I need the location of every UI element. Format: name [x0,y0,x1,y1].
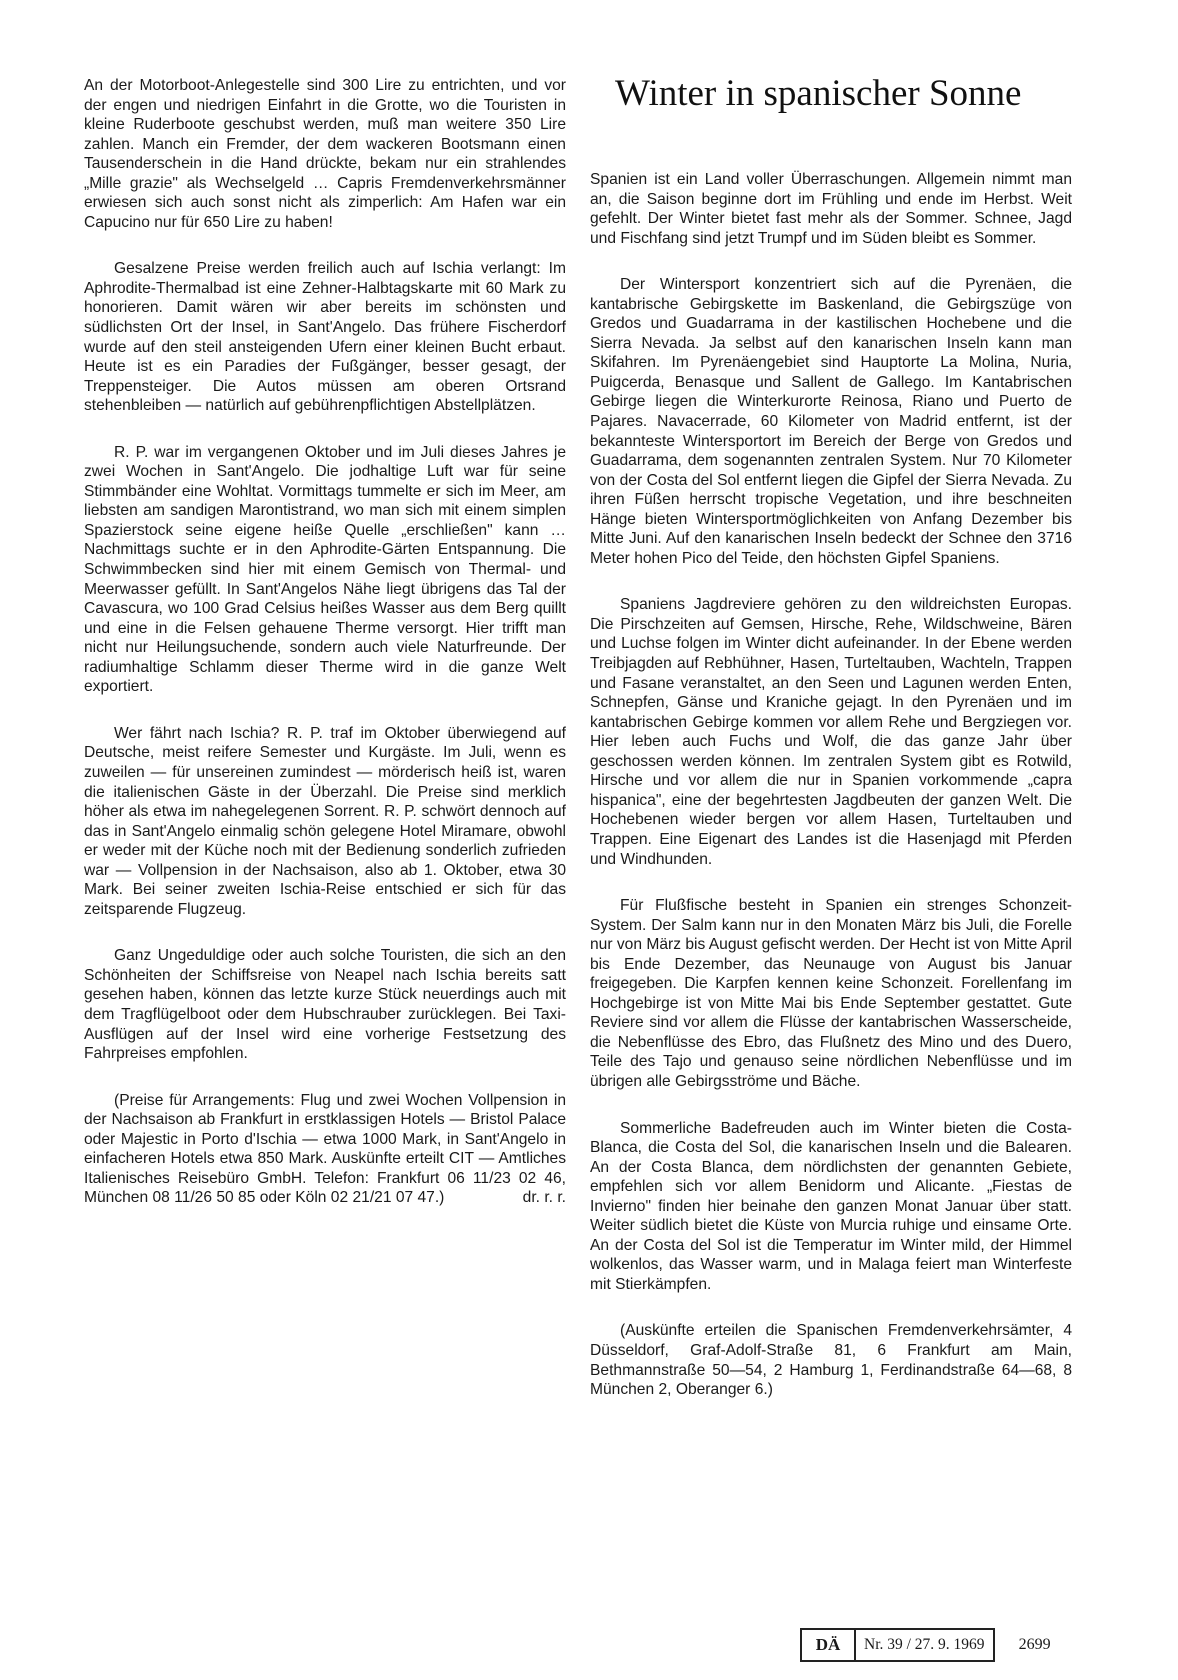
paragraph: Für Flußfische besteht in Spanien ein strenges Schonzeit-System. Der Salm kann nur in den Monaten März bis Juli, die Forelle nur von März bis August gefischt werden. Der Hecht ist von Mitte April bis Ende Dezember, das Neunauge von August bis Januar freigegeben. Die Karpfen kennen keine Schonzeit. Forellenfang im Hochgebirge ist von Mitte Mai bis Ende September gestattet. Gute Reviere sind vor allem die Flüsse der kantabrischen Wasserscheide, die Nebenflüsse des Ebro, das Flußnetz des Mino und des Duero, Teile des Tajo und genauso seine nördlichen Nebenflüsse und im übrigen alle Gebirgsströme und Bäche. [590,897,1072,1090]
right-column [590,170,1072,1427]
paragraph: R. P. war im vergangenen Oktober und im Juli dieses Jahres je zwei Wochen in Sant'Angelo. Die jodhaltige Luft war für seine Stimmbänder eine Wohltat. Vormittags tummelte er sich im Meer, am liebsten am sandigen Marontistrand, wo man sich mit einem simplen Spazierstock seine eigene heiße Quelle „erschließen" kann … Nachmittags suchte er in den Aphrodite-Gärten Entspannung. Die Schwimmbecken sind hier mit einem Gemisch von Thermal- und Meerwasser gefüllt. In Sant'Angelos Nähe liegt übrigens das Tal der Cavascura, wo 100 Grad Celsius heißes Wasser aus dem Berg quillt und eine in die Felsen gehauene Therme versorgt. Hier trifft man nicht nur Heilungsuchende, sondern auch viele Naturfreunde. Der radiumhaltige Schlamm dieser Therme wird in die ganze Welt exportiert. [84,443,566,696]
paragraph: Spanien ist ein Land voller Überraschungen. Allgemein nimmt man an, die Saison beginne dort im Frühling und ende im Herbst. Weit gefehlt. Der Winter bietet fast mehr als der Sommer. Schnee, Jagd und Fischfang sind jetzt Trumpf und im Süden bleibt es Sommer. [590,171,1072,247]
article-title: Winter in spanischer Sonne [615,73,1022,114]
author-signature: dr. r. r. [522,1189,566,1207]
left-column [84,76,566,1208]
paragraph: Der Wintersport konzentriert sich auf die Pyrenäen, die kantabrische Gebirgskette im Baskenland, die Gebirgszüge von Gredos und Guadarrama in der kastilischen Hochebene und die Sierra Nevada. Ja selbst auf den kanarischen Inseln kann man Skifahren. Im Pyrenäengebiet sind Hauptorte La Molina, Nuria, Puigcerda, Benasque und Sallent de Gallego. Im Kantabrischen Gebirge liegen die Winterkurorte Reinosa, Riano und Puerto de Pajares. Navacerrade, 60 Kilometer von Madrid entfernt, ist der bekannteste Wintersportort im Bereich der Berge von Gredos und Guadarrama, dem sogenannten zentralen System. Nur 70 Kilometer von der Costa del Sol entfernt liegen die Gipfel der Sierra Nevada. Zu ihren Füßen herrscht tropische Vegetation, und ihre beschneiten Hänge bieten Wintersportmöglichkeiten von Anfang Dezember bis Mitte Juni. Auf den kanarischen Inseln bedeckt der Schnee den 3716 Meter hohen Pico del Teide, den höchsten Gipfel Spaniens. [590,276,1072,567]
journal-logo: DÄ [802,1630,856,1660]
paragraph: Sommerliche Badefreuden auch im Winter bieten die Costa-Blanca, die Costa del Sol, die kanarischen Inseln und die Balearen. An der Costa Blanca, dem nördlichsten der genannten Gebiete, empfehlen sich vor allem Benidorm und Alicante. „Fiestas de Invierno" finden hier beinahe den ganzen Monat Januar über statt. Weiter südlich bietet die Küste von Murcia ruhige und einsame Orte. An der Costa del Sol ist die Temperatur im Winter mild, der Himmel wolkenlos, das Wasser warm, und in Malaga feiert man Winterfeste mit Stierkämpfen. [590,1119,1072,1293]
paragraph: Ganz Ungeduldige oder auch solche Touristen, die sich an den Schönheiten der Schiffsreise von Neapel nach Ischia bereits satt gesehen haben, können das letzte kurze Stück neuerdings auch mit dem Tragflügelboot oder dem Hubschrauber zurücklegen. Bei Taxi-Ausflügen auf der Insel wird eine vorherige Festsetzung des Fahrpreises empfohlen. [84,947,566,1063]
paragraph: An der Motorboot-Anlegestelle sind 300 Lire zu entrichten, und vor der engen und niedrigen Einfahrt in die Grotte, wo die Touristen in kleine Ruderboote geschubst werden, muß man weitere 350 Lire zahlen. Manch ein Fremder, der dem wackeren Bootsmann einen Tausenderschein in die Hand drückte, bekam nur ein strahlendes „Mille grazie" als Wechselgeld … Capris Fremdenverkehrsmänner erwiesen sich auch sonst nicht als zimperlich: Am Hafen war ein Capucino nur für 650 Lire zu haben! [84,77,566,231]
journal-box [800,1628,995,1662]
issue-label: Nr. 39 / 27. 9. 1969 [864,1636,985,1653]
paragraph: Wer fährt nach Ischia? R. P. traf im Oktober überwiegend auf Deutsche, meist reifere Semester und Kurgäste. Im Juli, wenn es zuweilen — für unsereinen zumindest — mörderisch heiß ist, waren die italienischen Gäste in der Überzahl. Die Preise sind merklich höher als etwa im nahegelegenen Sorrent. R. P. schwört dennoch auf das in Sant'Angelo einmalig schön gelegene Hotel Miramare, obwohl er weder mit der Küche noch mit der Bedienung sonderlich zufrieden war — Vollpension in der Nachsaison, also ab 1. Oktober, etwa 30 Mark. Bei seiner zweiten Ischia-Reise entschied er sich für das zeitsparende Flugzeug. [84,724,566,918]
page-footer [800,1628,1051,1662]
page-number: 2699 [1018,1636,1051,1653]
paragraph: (Preise für Arrangements: Flug und zwei Wochen Vollpension in der Nachsaison ab Frankfurt in erstklassigen Hotels — Bristol Palace oder Majestic in Porto d'Ischia — etwa 1000 Mark, in Sant'Angelo in einfacheren Hotels etwa 850 Mark. Auskünfte erteilt CIT — Amtliches Italienisches Reisebüro GmbH. Telefon: Frankfurt 06 11/23 02 46, München 08 11/26 50 85 oder Köln 02 21/21 07 47.) [84,1091,566,1207]
paragraph: (Auskünfte erteilen die Spanischen Fremdenverkehrsämter, 4 Düsseldorf, Graf-Adolf-Straße 81, 6 Frankfurt am Main, Bethmannstraße 50—54, 2 Hamburg 1, Ferdinandstraße 64—68, 8 München 2, Oberanger 6.) [590,1322,1072,1399]
paragraph: Gesalzene Preise werden freilich auch auf Ischia verlangt: Im Aphrodite-Thermalbad ist eine Zehner-Halbtagskarte mit 60 Mark zu honorieren. Damit wären wir aber bereits im schönsten und südlichsten Ort der Insel, in Sant'Angelo. Das frühere Fischerdorf wurde auf den steil ansteigenden Ufern einer kleinen Bucht erbaut. Heute ist es ein Paradies der Fußgänger, besser gesagt, der Treppensteiger. Die Autos müssen am oberen Ortsrand stehenbleiben — natürlich auf gebührenpflichtigen Abstellplätzen. [84,260,566,415]
paragraph: Spaniens Jagdreviere gehören zu den wildreichsten Europas. Die Pirschzeiten auf Gemsen, Hirsche, Rehe, Wildschweine, Bären und Luchse folgen im Winter dicht aufeinander. In der Ebene werden Treibjagden auf Rebhühner, Hasen, Turteltauben, Wachteln, Trappen und Fasane veranstaltet, an den Seen und Lagunen werden Enten, Schnepfen, Gänse und Kraniche gejagt. In den Pyrenäen und im kantabrischen Gebirge kommen vor allem Rehe und Bergziegen vor. Hier leben auch Fuchs und Wolf, die das ganze Jahr über geschossen werden können. Im zentralen System gibt es Rotwild, Hirsche und vor allem die nur in Spanien vorkommende „capra hispanica", eine der begehrtesten Jagdbeuten der ganzen Welt. Die Hochebenen wieder bergen vor allem Hasen, Turteltauben und Trappen. Eine Eigenart des Landes ist die Hasenjagd mit Pferden und Windhunden. [590,596,1072,868]
